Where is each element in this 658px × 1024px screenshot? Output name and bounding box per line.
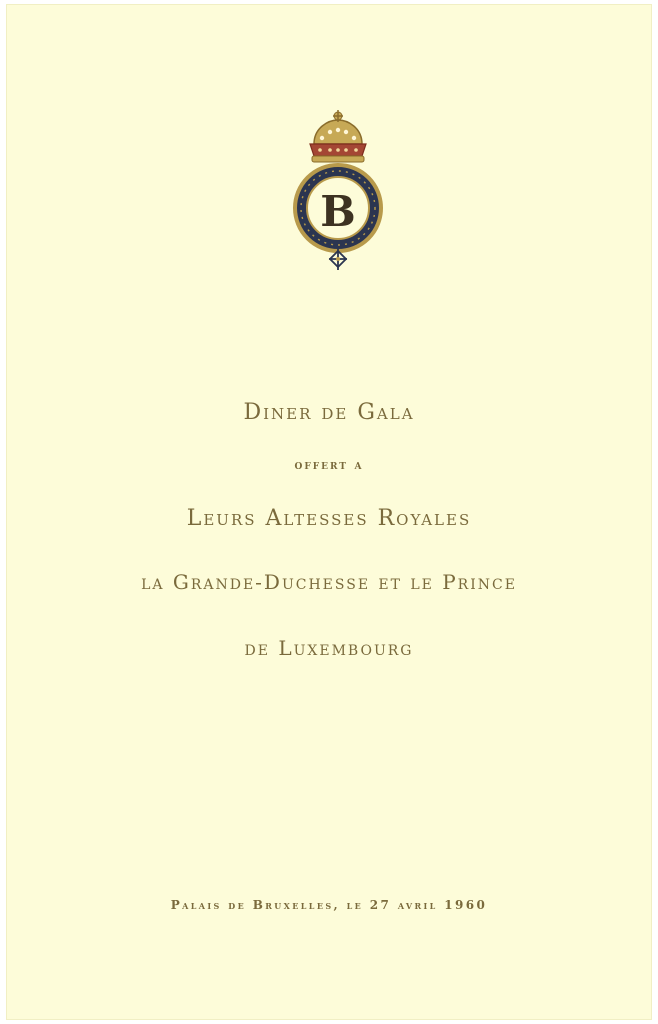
dedication-line-3: de Luxembourg (244, 636, 414, 660)
crown-icon (310, 110, 366, 162)
royal-crown-monogram-icon (290, 108, 386, 274)
menu-subtitle: offert a (294, 458, 364, 473)
svg-text:B: B (320, 187, 356, 236)
dedication-line-1: Leurs Altesses Royales (186, 506, 472, 531)
dedication-line-2: la Grande-Duchesse et le Prince (141, 570, 517, 594)
menu-card (6, 4, 652, 1020)
monogram-medallion-icon (295, 165, 381, 251)
menu-title: Diner de Gala (243, 400, 415, 425)
menu-footer: Palais de Bruxelles, le 27 avril 1960 (170, 898, 488, 912)
